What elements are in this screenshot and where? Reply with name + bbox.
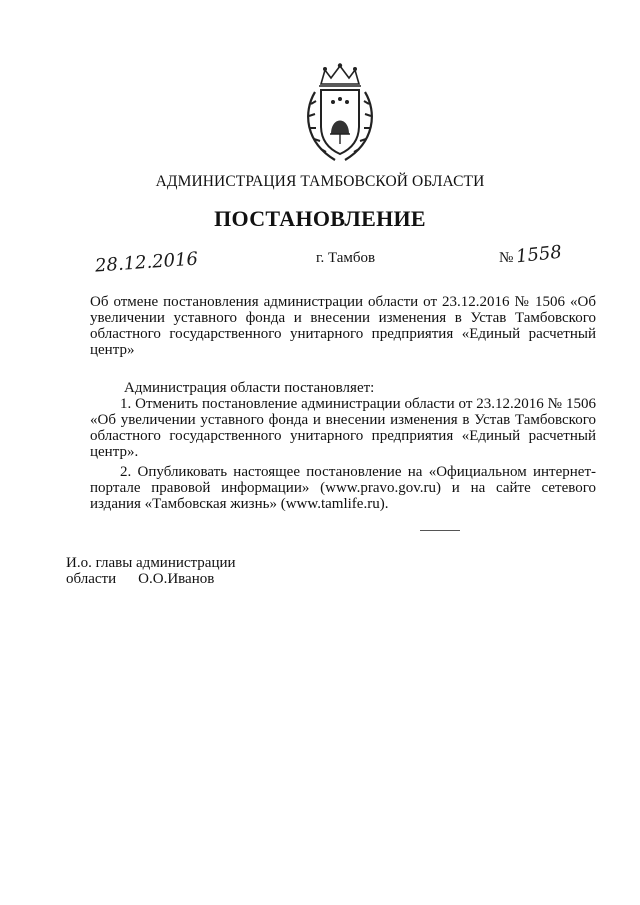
handwritten-date: 28.12.2016	[94, 248, 199, 277]
signature-block	[66, 555, 236, 587]
city-label: г. Тамбов	[316, 250, 376, 266]
tambov-coat-of-arms-icon	[301, 62, 379, 166]
handwritten-number: 1558	[515, 241, 563, 268]
signatory-title-continued: области	[66, 571, 117, 587]
organization-name: АДМИНИСТРАЦИЯ ТАМБОВСКОЙ ОБЛАСТИ	[155, 173, 485, 190]
document-type-heading: ПОСТАНОВЛЕНИЕ	[214, 206, 426, 231]
signature-stroke	[420, 530, 460, 531]
signatory-region-line	[66, 571, 236, 587]
resolution-item-1: 1. Отменить постановление администрации области от 23.12.2016 № 1506 «Об увеличении уставного фонда и внесении изменения в Устав Тамбовского областного государственного унитарного предприятия «Единый расчетный центр».	[90, 396, 596, 460]
preamble-text: Администрация области постановляет:	[124, 380, 375, 396]
number-sign: №	[499, 250, 514, 266]
signatory-title: И.о. главы администрации	[66, 555, 236, 571]
document-subject: Об отмене постановления администрации области от 23.12.2016 № 1506 «Об увеличении уставного фонда и внесении изменения в Устав Тамбовского областного государственного унитарного предприятия «Единый расчетный центр»	[90, 294, 596, 358]
signatory-name: О.О.Иванов	[138, 571, 215, 587]
resolution-item-2: 2. Опубликовать настоящее постановление на «Официальном интернет-портале правовой информации» (www.pravo.gov.ru) и на сайте сетевого издания «Тамбовская жизнь» (www.tamlife.ru).	[90, 464, 596, 512]
